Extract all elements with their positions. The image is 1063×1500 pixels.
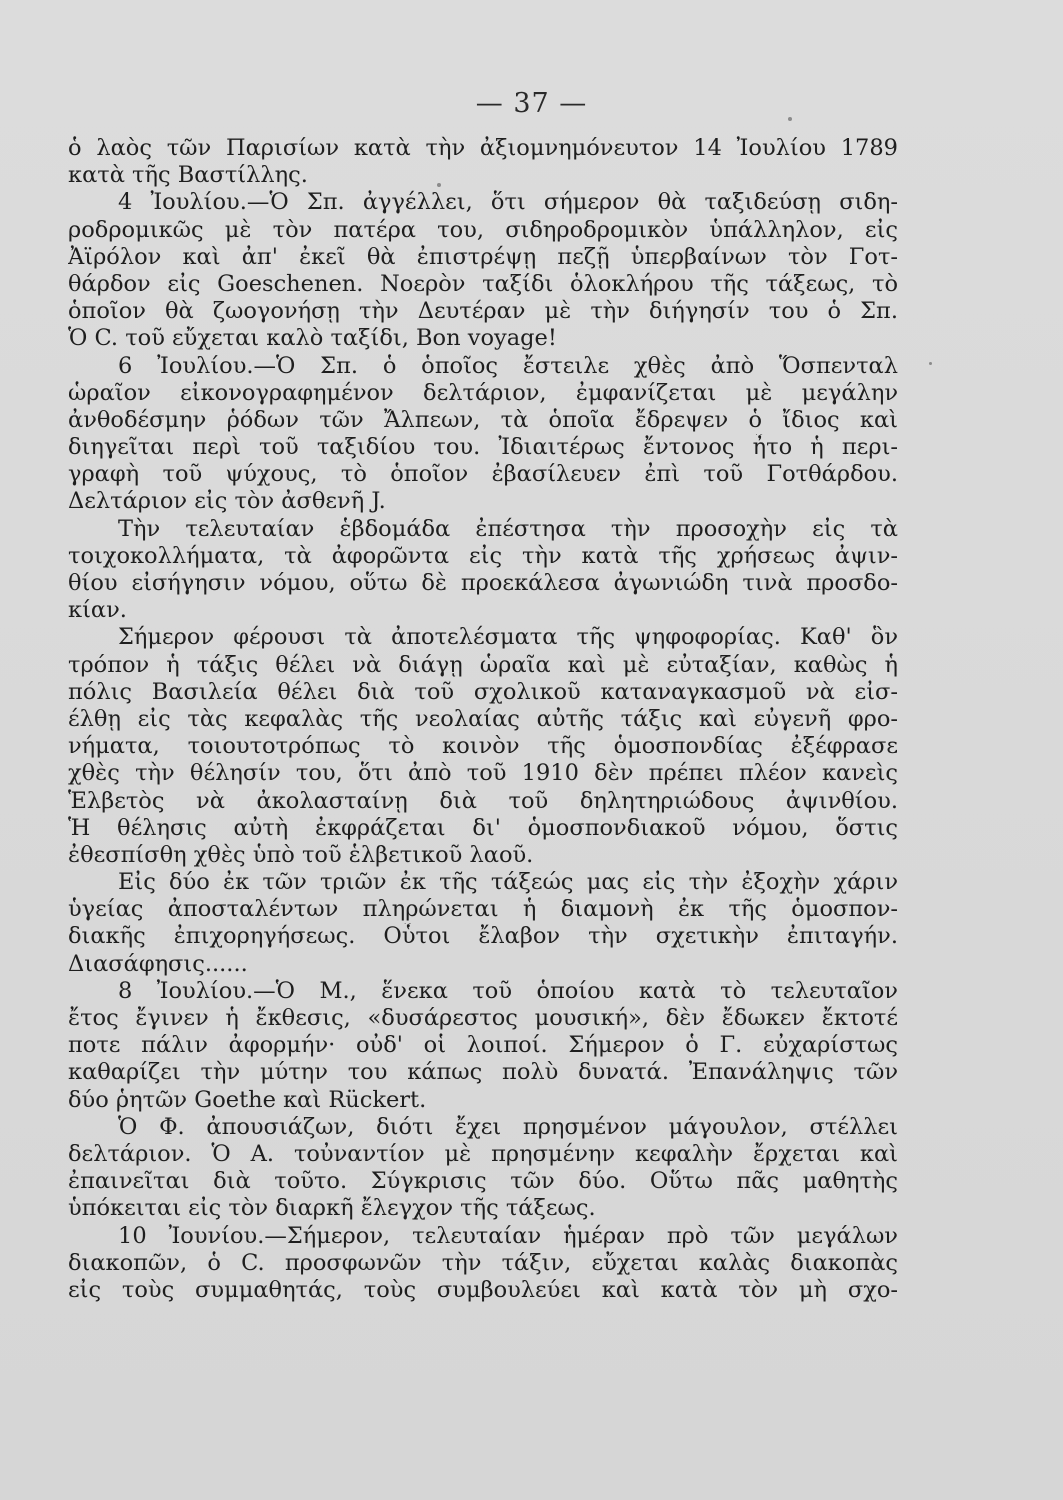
text-line: ἐπαινεῖται διὰ τοῦτο. Σύγκρισις τῶν δύο. Οὕτω πᾶς μαθητὴς xyxy=(68,1168,898,1195)
text-line: τοιχοκολλήματα, τὰ ἀφορῶντα εἰς τὴν κατὰ τῆς χρήσεως ἀψιν- xyxy=(68,542,898,569)
text-line: διακοπῶν, ὁ C. προσφωνῶν τὴν τάξιν, εὔχεται καλὰς διακοπὰς xyxy=(68,1249,898,1276)
text-line: ὡραῖον εἰκονογραφημένον δελτάριον, ἐμφανίζεται μὲ μεγάλην xyxy=(68,379,898,406)
scan-speck xyxy=(437,183,441,187)
text-line: ροδρομικῶς μὲ τὸν πατέρα του, σιδηροδρομικὸν ὑπάλληλον, εἰς xyxy=(68,216,898,243)
text-line: Εἰς δύο ἐκ τῶν τριῶν ἐκ τῆς τάξεώς μας εἰς τὴν ἐξοχὴν χάριν xyxy=(118,869,898,896)
scan-speck xyxy=(788,117,792,121)
text-line: ὑγείας ἀποσταλέντων πληρώνεται ἡ διαμονὴ ἐκ τῆς ὁμοσπον- xyxy=(68,896,898,923)
text-line: ἐθεσπίσθη χθὲς ὑπὸ τοῦ ἑλβετικοῦ λαοῦ. xyxy=(68,841,534,868)
text-line: θίου εἰσήγησιν νόμου, οὕτω δὲ προεκάλεσα ἀγωνιώδη τινὰ προσδο- xyxy=(68,570,898,596)
text-line: 8 Ἰουλίου.—Ὁ Μ., ἕνεκα τοῦ ὁποίου κατὰ τὸ τελευταῖον xyxy=(118,977,898,1004)
text-line: Ὁ C. τοῦ εὔχεται καλὸ ταξίδι, Bon voyage! xyxy=(68,325,557,352)
text-line: ὁποῖον θὰ ζωογονήσῃ τὴν Δευτέραν μὲ τὴν διήγησίν του ὁ Σπ. xyxy=(68,298,898,325)
text-line: Διασάφησις...... xyxy=(68,950,248,977)
text-line: ὑπόκειται εἰς τὸν διαρκῆ ἔλεγχον τῆς τάξεως. xyxy=(68,1195,596,1222)
text-line: Δελτάριον εἰς τὸν ἀσθενῆ J. xyxy=(68,488,386,515)
text-line: δύο ῥητῶν Goethe καὶ Rückert. xyxy=(68,1086,427,1113)
scan-speck xyxy=(929,362,932,365)
text-line: δελτάριον. Ὁ Α. τοὐναντίον μὲ πρησμένην κεφαλὴν ἔρχεται καὶ xyxy=(68,1140,898,1167)
text-line: νήματα, τοιουτοτρόπως τὸ κοινὸν τῆς ὁμοσπονδίας ἐξέφρασε xyxy=(68,733,898,760)
text-line: Ἑλβετὸς νὰ ἀκολασταίνῃ διὰ τοῦ δηλητηριώδους ἀψινθίου. xyxy=(68,787,898,814)
text-line: θάρδον εἰς Goeschenen. Νοερὸν ταξίδι ὁλοκλήρου τῆς τάξεως, τὸ xyxy=(68,270,898,297)
text-line: κίαν. xyxy=(68,597,127,624)
text-line: 6 Ἰουλίου.—Ὁ Σπ. ὁ ὁποῖος ἔστειλε χθὲς ἀπὸ Ὅσπενταλ xyxy=(118,352,898,379)
text-line: γραφὴ τοῦ ψύχους, τὸ ὁποῖον ἐβασίλευεν ἐπὶ τοῦ Γοτθάρδου. xyxy=(68,461,898,488)
text-line: Σήμερον φέρουσι τὰ ἀποτελέσματα τῆς ψηφοφορίας. Καθ' ὃν xyxy=(118,624,898,651)
text-line: 4 Ἰουλίου.—Ὁ Σπ. ἀγγέλλει, ὅτι σήμερον θὰ ταξιδεύσῃ σιδη- xyxy=(118,189,898,216)
body-text xyxy=(68,135,898,1304)
text-line: ποτε πάλιν ἀφορμήν· οὐδ' οἱ λοιποί. Σήμερον ὁ Γ. εὐχαρίστως xyxy=(68,1032,898,1059)
text-line: Τὴν τελευταίαν ἑβδομάδα ἐπέστησα τὴν προσοχὴν εἰς τὰ xyxy=(118,515,898,542)
text-line: εἰς τοὺς συμμαθητάς, τοὺς συμβουλεύει καὶ κατὰ τὸν μὴ σχο- xyxy=(68,1276,898,1303)
text-line: ἀνθοδέσμην ῥόδων τῶν Ἄλπεων, τὰ ὁποῖα ἔδρεψεν ὁ ἴδιος καὶ xyxy=(68,406,898,433)
text-line: ἔτος ἔγινεν ἡ ἔκθεσις, «δυσάρεστος μουσική», δὲν ἔδωκεν ἔκτοτέ xyxy=(68,1005,898,1031)
text-line: καθαρίζει τὴν μύτην του κάπως πολὺ δυνατά. Ἐπανάληψις τῶν xyxy=(68,1059,898,1086)
text-line: τρόπον ἡ τάξις θέλει νὰ διάγῃ ὡραῖα καὶ μὲ εὐταξίαν, καθὼς ἡ xyxy=(68,651,898,678)
text-line: έλθῃ εἰς τὰς κεφαλὰς τῆς νεολαίας αὐτῆς τάξις καὶ εὐγενῆ φρο- xyxy=(68,705,898,732)
text-line: Ἀϊρόλον καὶ ἀπ' ἐκεῖ θὰ ἐπιστρέψῃ πεζῇ ὑπερβαίνων τὸν Γοτ- xyxy=(68,243,898,270)
page-number: — 37 — xyxy=(475,88,588,119)
text-line: πόλις Βασιλεία θέλει διὰ τοῦ σχολικοῦ καταναγκασμοῦ νὰ εἰσ- xyxy=(68,678,898,705)
text-line: Ἡ θέλησις αὐτὴ ἐκφράζεται δι' ὁμοσπονδιακοῦ νόμου, ὅστις xyxy=(68,814,898,841)
text-line: κατὰ τῆς Βαστίλλης. xyxy=(68,162,308,189)
text-line: Ὁ Φ. ἀπουσιάζων, διότι ἔχει πρησμένον μάγουλον, στέλλει xyxy=(118,1113,898,1140)
text-line: 10 Ἰουνίου.—Σήμερον, τελευταίαν ἡμέραν πρὸ τῶν μεγάλων xyxy=(118,1222,898,1249)
text-line: χθὲς τὴν θέλησίν του, ὅτι ἀπὸ τοῦ 1910 δὲν πρέπει πλέον κανεὶς xyxy=(68,760,898,787)
text-line: διακῆς ἐπιχορηγήσεως. Οὗτοι ἔλαβον τὴν σχετικὴν ἐπιταγήν. xyxy=(68,923,898,950)
text-line: διηγεῖται περὶ τοῦ ταξιδίου του. Ἰδιαιτέρως ἔντονος ἦτο ἡ περι- xyxy=(68,434,898,461)
text-line: ὁ λαὸς τῶν Παρισίων κατὰ τὴν ἀξιομνημόνευτον 14 Ἰουλίου 1789 xyxy=(68,135,898,161)
